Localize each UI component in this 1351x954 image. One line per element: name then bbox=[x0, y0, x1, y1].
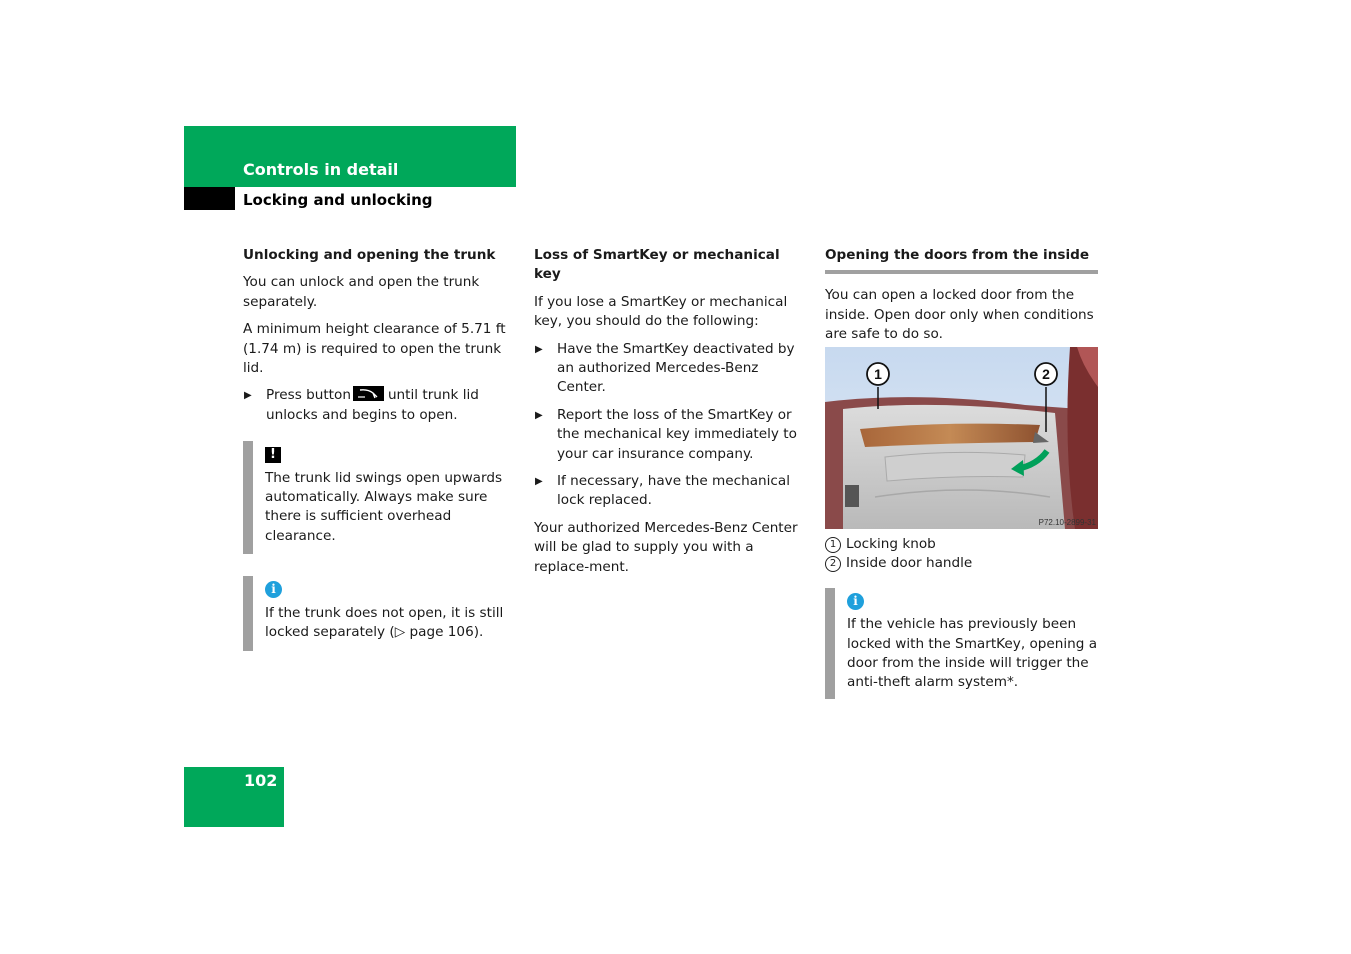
warning-icon: ! bbox=[265, 447, 281, 463]
bullet-icon: ▶ bbox=[535, 343, 543, 355]
bullet-text: If necessary, have the mechanical lock replaced. bbox=[557, 473, 791, 509]
info-note bbox=[243, 576, 515, 650]
bullet-text: Have the SmartKey deactivated by an authorized Mercedes-Benz Center. bbox=[557, 340, 795, 396]
figure-legend bbox=[825, 535, 1098, 699]
column-smartkey bbox=[534, 246, 806, 585]
paragraph: You can unlock and open the trunk separately. bbox=[243, 274, 480, 310]
bullet-text: Report the loss of the SmartKey or the mechanical key immediately to your car insurance company. bbox=[557, 406, 797, 462]
list-item bbox=[534, 340, 806, 398]
figure-code: P72.10-2899-31 bbox=[1038, 518, 1096, 527]
legend-number: 1 bbox=[825, 537, 841, 553]
info-note bbox=[825, 588, 1098, 699]
bullet-icon: ▶ bbox=[244, 390, 252, 402]
paragraph: Your authorized Mercedes-Benz Center will be glad to supply you with a replace-ment. bbox=[534, 519, 798, 575]
bullet-text-after: until trunk lid unlocks and begins to open. bbox=[266, 387, 479, 423]
header-black-tab bbox=[184, 187, 235, 210]
bullet-icon: ▶ bbox=[535, 476, 543, 488]
callout-2: 2 bbox=[1042, 366, 1050, 382]
bullet-text-before: Press button bbox=[266, 387, 351, 404]
door-illustration bbox=[825, 347, 1098, 529]
heading-underline bbox=[825, 270, 1098, 274]
note-bar bbox=[825, 588, 835, 699]
paragraph: If you lose a SmartKey or mechanical key, you should do the following: bbox=[534, 293, 788, 330]
column-trunk bbox=[243, 246, 515, 651]
section-title: Controls in detail bbox=[243, 160, 399, 179]
heading-trunk: Unlocking and opening the trunk bbox=[243, 247, 496, 263]
door-panel-image bbox=[825, 347, 1098, 529]
list-item bbox=[534, 472, 806, 511]
callout-1: 1 bbox=[874, 366, 882, 382]
legend-item bbox=[825, 535, 1098, 554]
warning-note bbox=[243, 441, 515, 554]
list-item bbox=[243, 386, 515, 425]
page-number: 102 bbox=[244, 771, 278, 790]
info-icon: i bbox=[847, 593, 864, 610]
heading-smartkey: Loss of SmartKey or mechanical key bbox=[534, 247, 780, 283]
info-text: If the vehicle has previously been locked with the SmartKey, opening a door from the inside will trigger the anti-theft alarm system*. bbox=[847, 616, 1098, 691]
paragraph: You can open a locked door from the inside. Open door only when conditions are safe to do so. bbox=[825, 287, 1094, 343]
column-doors bbox=[825, 246, 1098, 353]
note-bar bbox=[243, 576, 253, 650]
warning-text: The trunk lid swings open upwards automatically. Always make sure there is sufficient overhead clearance. bbox=[265, 469, 503, 544]
bullet-icon: ▶ bbox=[535, 409, 543, 421]
info-icon: i bbox=[265, 581, 282, 598]
info-text: If the trunk does not open, it is still locked separately (▷ page 106). bbox=[265, 604, 504, 641]
heading-doors: Opening the doors from the inside bbox=[825, 247, 1090, 263]
legend-label: Locking knob bbox=[846, 536, 936, 552]
legend-item bbox=[825, 554, 1098, 573]
subsection-title: Locking and unlocking bbox=[243, 191, 433, 209]
paragraph: A minimum height clearance of 5.71 ft (1.74 m) is required to open the trunk lid. bbox=[243, 321, 506, 377]
note-bar bbox=[243, 441, 253, 554]
legend-label: Inside door handle bbox=[846, 555, 973, 572]
legend-number: 2 bbox=[825, 556, 841, 572]
trunk-button-icon bbox=[353, 386, 384, 401]
list-item bbox=[534, 406, 806, 464]
